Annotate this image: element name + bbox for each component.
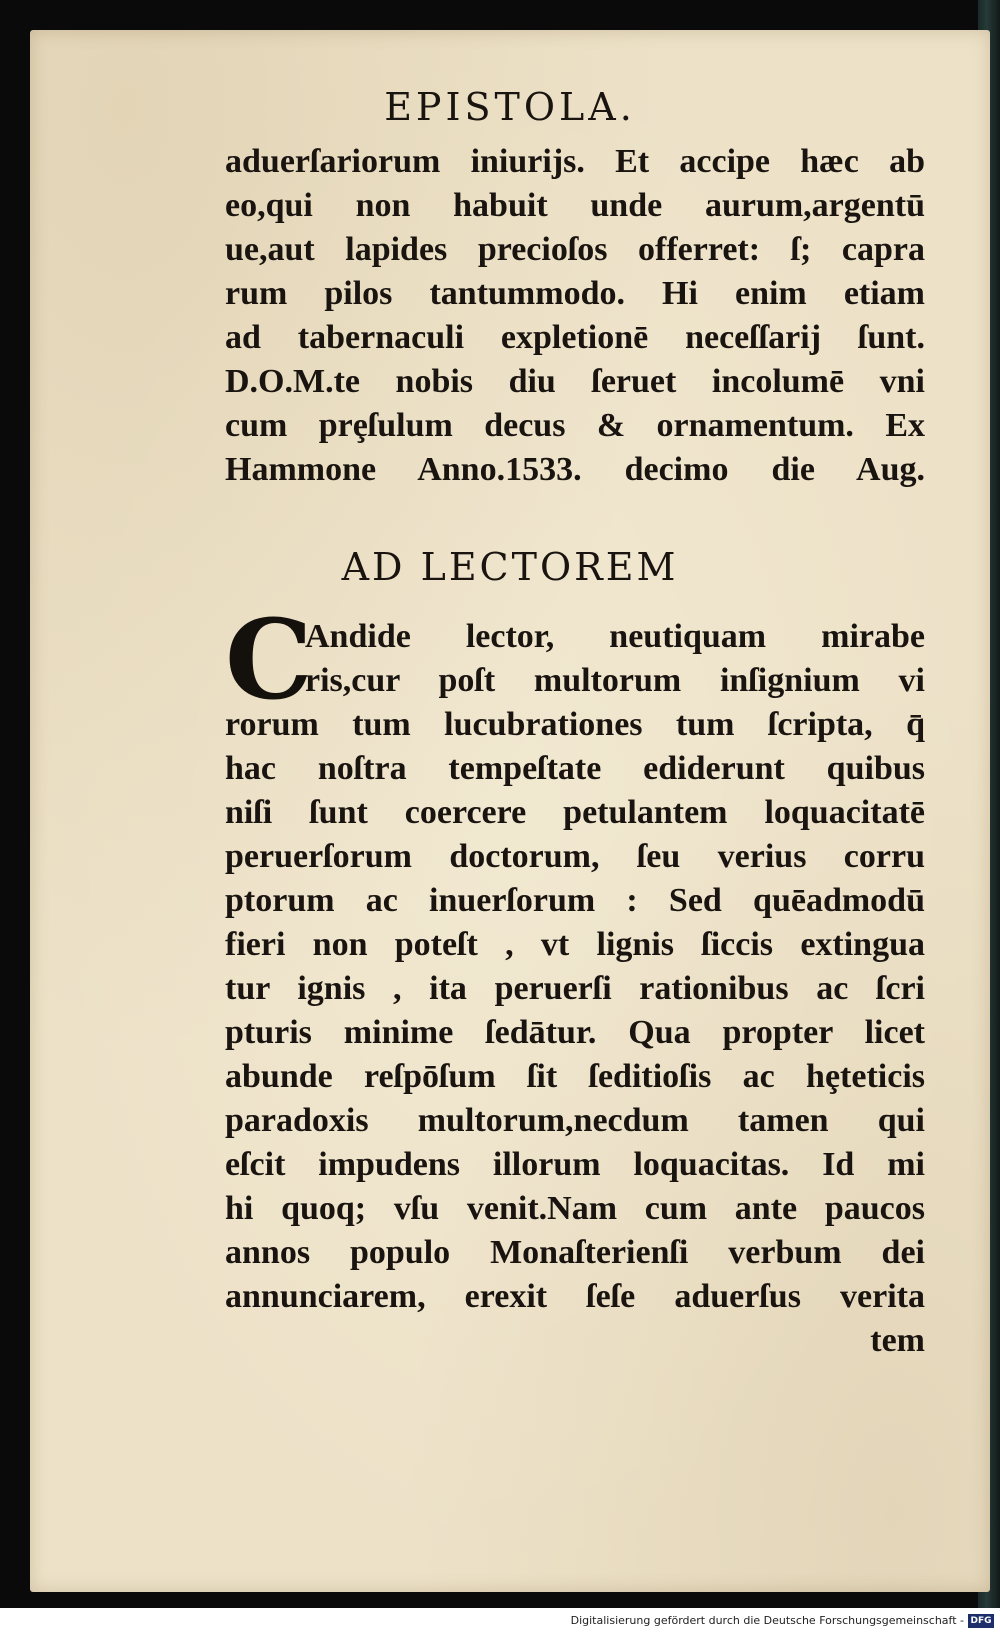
text-line: fieri non poteſt , vt lignis ſiccis extingua [225, 926, 925, 963]
text-line: Andide lector, neutiquam mirabe [305, 618, 925, 655]
text-line: niſi ſunt coercere petulantem loquacitatē [225, 794, 925, 831]
text-line: eſcit impudens illorum loquacitas. Id mi [225, 1146, 925, 1183]
catchword: tem [870, 1322, 925, 1359]
text-line: cum prȩſulum decus & ornamentum. Ex [225, 407, 925, 444]
text-line: D.O.M.te nobis diu ſeruet incolumē vni [225, 363, 925, 400]
dfg-logo: DFG [968, 1614, 994, 1628]
text-line: eo,qui non habuit unde aurum,argentū [225, 187, 925, 224]
lectorem-text [225, 615, 925, 1363]
running-head: EPISTOLA. [384, 85, 636, 129]
footer-bar [0, 1612, 1000, 1633]
text-line: abunde reſpōſum ſit ſeditioſis ac hȩteticis [225, 1058, 925, 1095]
text-line: paradoxis multorum,necdum tamen qui [225, 1102, 925, 1139]
text-line: peruerſorum doctorum, ſeu verius corru [225, 838, 925, 875]
book-page [30, 30, 990, 1592]
text-line: tur ignis , ita peruerſi rationibus ac ſcri [225, 970, 925, 1007]
text-line: rorum tum lucubrationes tum ſcripta, q̄ [225, 706, 925, 743]
text-line: hi quoq; vſu venit.Nam cum ante paucos [225, 1190, 925, 1227]
text-line: rum pilos tantummodo. Hi enim etiam [225, 275, 925, 312]
text-line: ptorum ac inuerſorum : Sed quēadmodū [225, 882, 925, 919]
epistola-text [225, 140, 925, 492]
funding-credit: Digitalisierung gefördert durch die Deutsche Forschungsgemeinschaft - [570, 1614, 964, 1627]
section-heading: AD LECTOREM [341, 545, 679, 589]
text-line: annos populo Monaſterienſi verbum dei [225, 1234, 925, 1271]
text-line: ad tabernaculi expletionē neceſſarij ſunt. [225, 319, 925, 356]
text-line: Hammone Anno.1533. decimo die Aug. [225, 451, 925, 488]
text-line: ris,cur poſt multorum inſignium vi [305, 662, 925, 699]
text-line: annunciarem, erexit ſeſe aduerſus verita [225, 1278, 925, 1315]
drop-cap-initial: C [225, 595, 313, 724]
text-line: hac noſtra tempeſtate ediderunt quibus [225, 750, 925, 787]
text-line: pturis minime ſedātur. Qua propter licet [225, 1014, 925, 1051]
text-line: aduerſariorum iniurijs. Et accipe hæc ab [225, 143, 925, 180]
text-line: ue,aut lapides precioſos offerret: ſ; capra [225, 231, 925, 268]
